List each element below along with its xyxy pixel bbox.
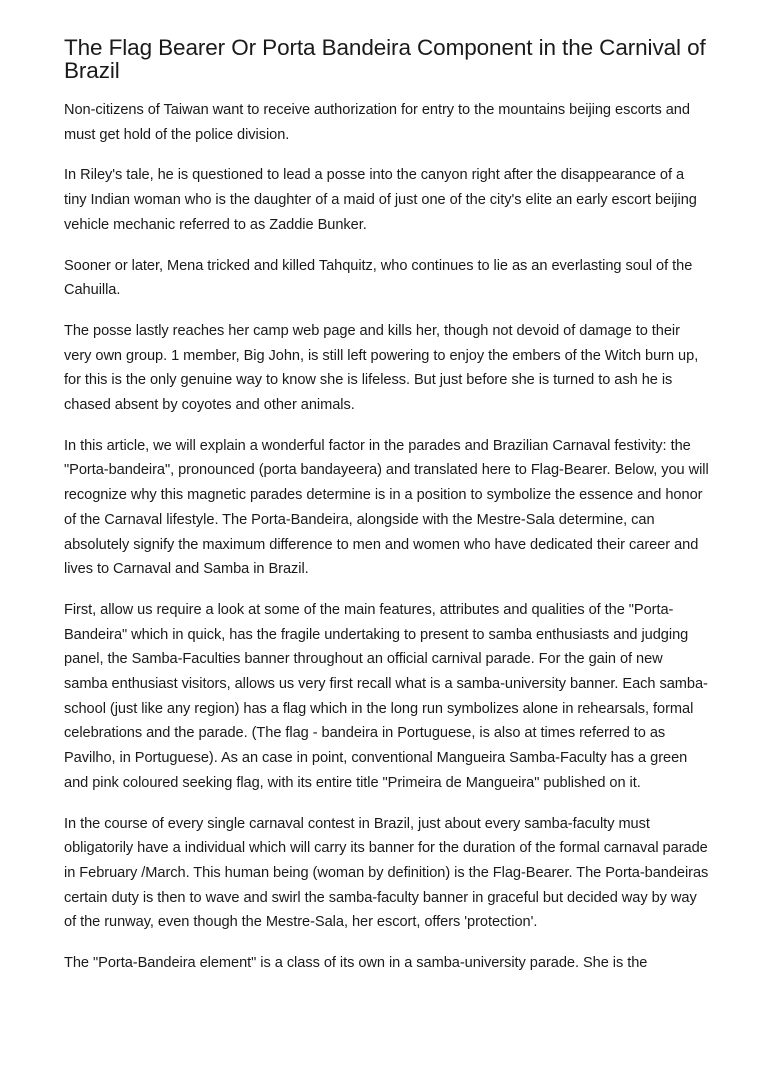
paragraph-3: Sooner or later, Mena tricked and killed Tahquitz, who continues to lie as an everlasting soul of the Cahuilla. (64, 257, 693, 299)
paragraph-4: The posse lastly reaches her camp web page and kills her, though not devoid of damage to their very own group. 1 member, Big John, is still left powering to enjoy the embers of the Witch burn up, for this is the only genuine way to know she is lifeless. But just before she is turned to ash he is chased absent by coyotes and other animals. (64, 322, 699, 414)
paragraph-2: In Riley's tale, he is questioned to lead a posse into the canyon right after the disappearance of a tiny Indian woman who is the daughter of a maid of just one of the city's elite an early escort beijing vehicle mechanic referred to as Zaddie Bunker. (64, 167, 697, 233)
document-page (64, 0, 710, 992)
paragraph-5: In this article, we will explain a wonderful factor in the parades and Brazilian Carnaval festivity: the "Porta-bandeira", pronounced (porta bandayeera) and translated here to Flag-Bearer. Below, you will recognize why this magnetic parades determine is in a position to symbolize the essence and honor of the Carnaval lifestyle. The Porta-Bandeira, alongside with the Mestre-Sala determine, can absolutely signify the maximum difference to men and women who have dedicated their career and lives to Carnaval and Samba in Brazil. (64, 437, 709, 578)
paragraph-6: First, allow us require a look at some of the main features, attributes and qualities of the "Porta-Bandeira" which in quick, has the fragile undertaking to present to samba enthusiasts and judging panel, the Samba-Faculties banner throughout an official carnival parade. For the gain of new samba enthusiast visitors, allows us very first recall what is a samba-university banner. Each samba-school (just like any region) has a flag which in the long run symbolizes alone in rehearsals, formal celebrations and the parade. (The flag - bandeira in Portuguese, is also at times referred to as Pavilho, in Portuguese). As an case in point, conventional Mangueira Samba-Faculty has a green and pink coloured seeking flag, with its entire title "Primeira de Mangueira" published on it. (64, 601, 708, 791)
document-title: The Flag Bearer Or Porta Bandeira Component in the Carnival of Brazil (64, 35, 706, 83)
paragraph-7: In the course of every single carnaval contest in Brazil, just about every samba-faculty must obligatorily have a individual which will carry its banner for the duration of the formal carnaval parade in February /March. This human being (woman by definition) is the Flag-Bearer. The Porta-bandeiras certain duty is then to wave and swirl the samba-faculty banner in graceful but decided way by way of the runway, even though the Mestre-Sala, her escort, offers 'protection'. (64, 815, 709, 931)
paragraph-1: Non-citizens of Taiwan want to receive authorization for entry to the mountains beijing escorts and must get hold of the police division. (64, 102, 690, 143)
document-body (64, 98, 710, 976)
paragraph-8: The "Porta-Bandeira element" is a class of its own in a samba-university parade. She is the (64, 955, 648, 972)
